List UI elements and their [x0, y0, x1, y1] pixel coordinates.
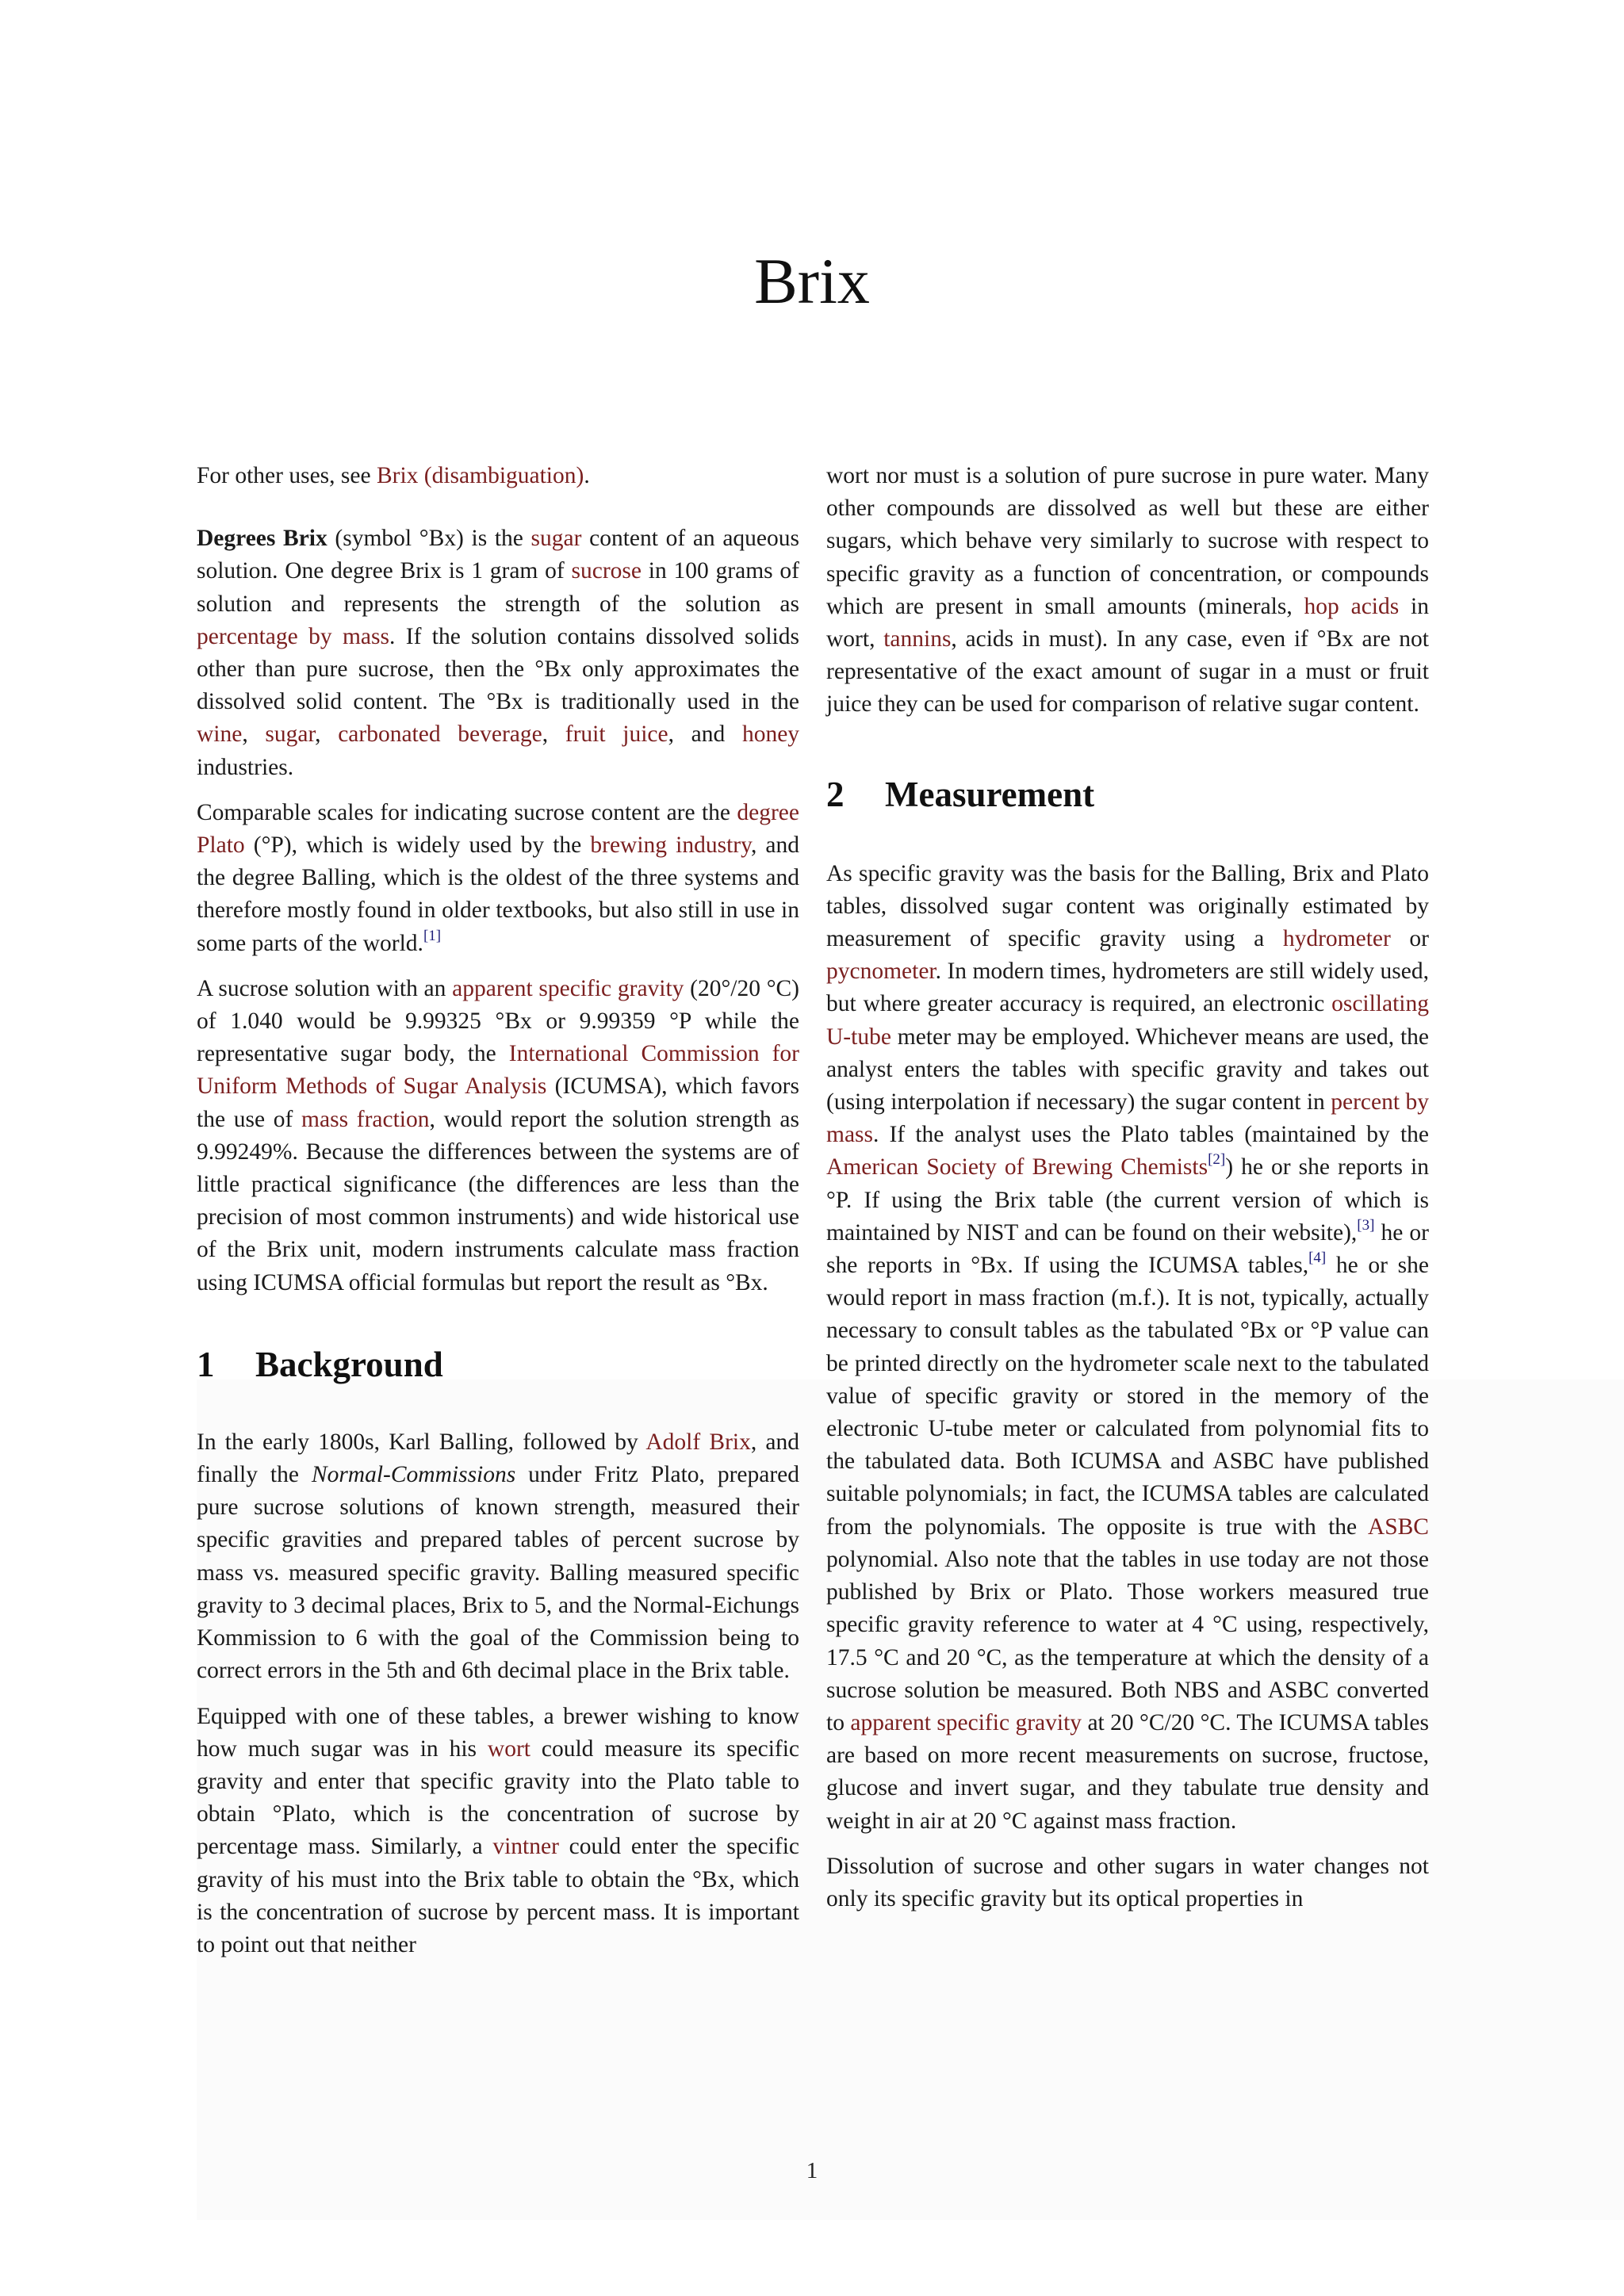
background-paragraph-2-continued	[826, 460, 1429, 721]
text: ) he or she reports in °P. If using the Brix table (the current version of which is maintained by NIST and can be found on their website),	[826, 1154, 1429, 1246]
hatnote-text: For other uses, see	[197, 463, 377, 488]
text: content of an aqueous solution. One degree Brix is 1 gram of	[197, 526, 799, 584]
link-fruit-juice[interactable]: fruit juice	[565, 721, 668, 748]
reference-4[interactable]: [4]	[1308, 1249, 1327, 1267]
intro-paragraph-3	[197, 973, 799, 1299]
link-sugar-industry[interactable]: sugar	[265, 721, 316, 748]
text: Equipped with one of these tables, a brewer wishing to know how much sugar was in his	[197, 1703, 799, 1762]
text: he or she would report in mass fraction (m.f.). It is not, typically, actually necessary to consult tables as the tabulated °Bx or °P value can be printed directly on the hydrometer scale next to the tabulated value of specific gravity or stored in the memory of the electronic U-tube meter or calculated from polynomial fits to the tabulated data. Both ICUMSA and ASBC have published suitable polynomials; in fact, the ICUMSA tables are calculated from the polynomials. The opposite is true with the	[826, 1253, 1429, 1540]
intro-paragraph-1	[197, 522, 799, 784]
text: in 100 grams of solution and represents the strength of the solution as	[197, 558, 799, 617]
text: As specific gravity was the basis for the Balling, Brix and Plato tables, dissolved sugar content was originally estimated by measurement of specific gravity using a	[826, 860, 1429, 952]
right-column	[826, 460, 1429, 1928]
page-title: Brix	[754, 245, 870, 317]
link-hydrometer[interactable]: hydrometer	[1282, 926, 1391, 952]
text: (symbol °Bx) is the	[327, 526, 531, 552]
text: . In modern times, hydrometers are still widely used, but where greater accuracy is required, an electronic	[826, 959, 1429, 1017]
text: industries.	[197, 754, 294, 780]
link-wine[interactable]: wine	[197, 721, 243, 748]
link-percent-by-mass[interactable]: percent by mass	[826, 1089, 1429, 1148]
link-percentage-by-mass[interactable]: percentage by mass	[197, 623, 389, 649]
link-mass-fraction[interactable]: mass fraction	[301, 1106, 430, 1132]
text: ,	[542, 721, 565, 748]
text: polynomial. Also note that the tables in use today are not those published by Brix or Plato. Those workers measured true specific gravity reference to water at 4 °C using, respectively, 17.5 °C and 20 °C, as the temperature at which the density of a sucrose solution be measured. Both NBS and ASBC converted to	[826, 1546, 1429, 1735]
page-number: 1	[806, 2158, 818, 2183]
link-asbc[interactable]: ASBC	[1367, 1513, 1429, 1540]
text: under Fritz Plato, prepared pure sucrose solutions of known strength, measured their specific gravities and prepared tables of percent sucrose by mass vs. measured specific gravity. Balling measured specific gravity to 3 decimal places, Brix to 5, and the Normal-Eichungs Kommission to 6 with the goal of the Commission being to correct errors in the 5th and 6th decimal place in the Brix table.	[197, 1462, 800, 1684]
link-degree-plato[interactable]: degree Plato	[197, 799, 799, 859]
link-tannins[interactable]: tannins	[883, 626, 952, 652]
text: , and finally the	[197, 1429, 800, 1488]
background-paragraph-2	[197, 1701, 799, 1962]
text: . If the solution contains dissolved solids other than pure sucrose, then the °Bx only approximates the dissolved solid content. The °Bx is traditionally used in the	[197, 623, 799, 715]
reference-1[interactable]: [1]	[423, 927, 442, 944]
link-american-society-of-brewing-chemists[interactable]: American Society of Brewing Chemists	[826, 1154, 1208, 1181]
link-apparent-specific-gravity[interactable]: apparent specific gravity	[452, 975, 684, 1001]
section-number: 2	[826, 774, 845, 814]
italic-term: Normal-Commissions	[311, 1462, 516, 1488]
link-sucrose[interactable]: sucrose	[571, 558, 642, 584]
link-apparent-specific-gravity-2[interactable]: apparent specific gravity	[850, 1709, 1082, 1735]
left-column	[197, 460, 799, 1974]
measurement-paragraph-1	[826, 858, 1429, 1838]
link-carbonated-beverage[interactable]: carbonated beverage	[338, 721, 542, 748]
text: (°P), which is widely used by the	[244, 832, 591, 859]
text: in wort,	[826, 593, 1429, 652]
text: ,	[242, 721, 266, 748]
link-adolf-brix[interactable]: Adolf Brix	[645, 1429, 751, 1455]
bold-term: Degrees Brix	[197, 526, 327, 552]
text: Comparable scales for indicating sucrose content are the	[197, 799, 737, 825]
section-title: Measurement	[885, 774, 1095, 814]
text: In the early 1800s, Karl Balling, followed by	[197, 1429, 646, 1455]
link-vintner[interactable]: vintner	[492, 1834, 559, 1860]
text: (20°/20 °C) of 1.040 would be 9.99325 °Bx or 9.99359 °P while the representative sugar body, the	[197, 975, 799, 1067]
link-sugar[interactable]: sugar	[530, 526, 582, 552]
text: ,	[315, 721, 339, 748]
text: at 20 °C/20 °C. The ICUMSA tables are based on more recent measurements on sucrose, fructose, glucose and invert sugar, and they tabulate true density and weight in air at 20 °C against mass fraction.	[826, 1709, 1429, 1834]
reference-3[interactable]: [3]	[1357, 1216, 1375, 1234]
measurement-paragraph-2	[826, 1850, 1429, 1915]
intro-paragraph-2	[197, 797, 799, 960]
link-pycnometer[interactable]: pycnometer	[826, 959, 936, 985]
link-wort[interactable]: wort	[487, 1735, 530, 1762]
link-oscillating-u-tube[interactable]: oscillating U-tube	[826, 991, 1429, 1050]
text: meter may be employed. Whichever means are used, the analyst enters the tables with specific gravity and takes out (using interpolation if necessary) the sugar content in	[826, 1024, 1429, 1115]
section-heading-measurement	[826, 772, 1429, 817]
hatnote	[197, 460, 799, 492]
text: , would report the solution strength as 9.99249%. Because the differences between the systems are of little practical significance (the differences are less than the precision of most common instruments) and wide historical use of the Brix unit, modern instruments calculate mass fraction using ICUMSA official formulas but report the result as °Bx.	[197, 1106, 799, 1295]
text: , and the degree Balling, which is the oldest of the three systems and therefore mostly found in older textbooks, but also still in use in some parts of the world.	[197, 832, 800, 956]
text: or	[1390, 926, 1429, 952]
text: . If the analyst uses the Plato tables (maintained by the	[873, 1122, 1429, 1148]
text: could enter the specific gravity of his must into the Brix table to obtain the °Bx, which is the concentration of sucrose by percent mass. It is important to point out that neither	[197, 1834, 799, 1957]
reference-2[interactable]: [2]	[1208, 1151, 1226, 1169]
hatnote-suffix: .	[584, 463, 590, 488]
section-number: 1	[197, 1344, 215, 1384]
text: , acids in must). In any case, even if °Bx are not representative of the exact amount of sugar in a must or fruit juice they can be used for comparison of relative sugar content.	[826, 626, 1430, 718]
section-heading-background	[197, 1342, 799, 1387]
section-title: Background	[255, 1344, 443, 1384]
link-icumsa[interactable]: International Commission for Uniform Methods of Sugar Analysis	[197, 1041, 799, 1100]
text: , and	[668, 721, 742, 748]
link-brix-disambiguation[interactable]: Brix (disambiguation)	[376, 463, 584, 488]
text: he or she reports in °Bx. If using the ICUMSA tables,	[826, 1219, 1429, 1279]
text: could measure its specific gravity and enter that specific gravity into the Plato table to obtain °Plato, which is the concentration of sucrose by percentage mass. Similarly, a	[197, 1735, 800, 1860]
text: Dissolution of sucrose and other sugars in water changes not only its specific gravity but its optical properties in	[826, 1853, 1429, 1911]
text: wort nor must is a solution of pure sucrose in pure water. Many other compounds are dissolved as well but these are either sugars, which behave very similarly to sucrose with respect to specific gravity as a function of concentration, or compounds which are present in small amounts (minerals,	[826, 463, 1429, 619]
text: A sucrose solution with an	[197, 975, 453, 1001]
link-honey[interactable]: honey	[741, 721, 800, 748]
text: (ICUMSA), which favors the use of	[197, 1073, 799, 1132]
link-hop-acids[interactable]: hop acids	[1304, 593, 1400, 619]
background-paragraph-1	[197, 1426, 799, 1688]
link-brewing-industry[interactable]: brewing industry	[590, 832, 751, 859]
